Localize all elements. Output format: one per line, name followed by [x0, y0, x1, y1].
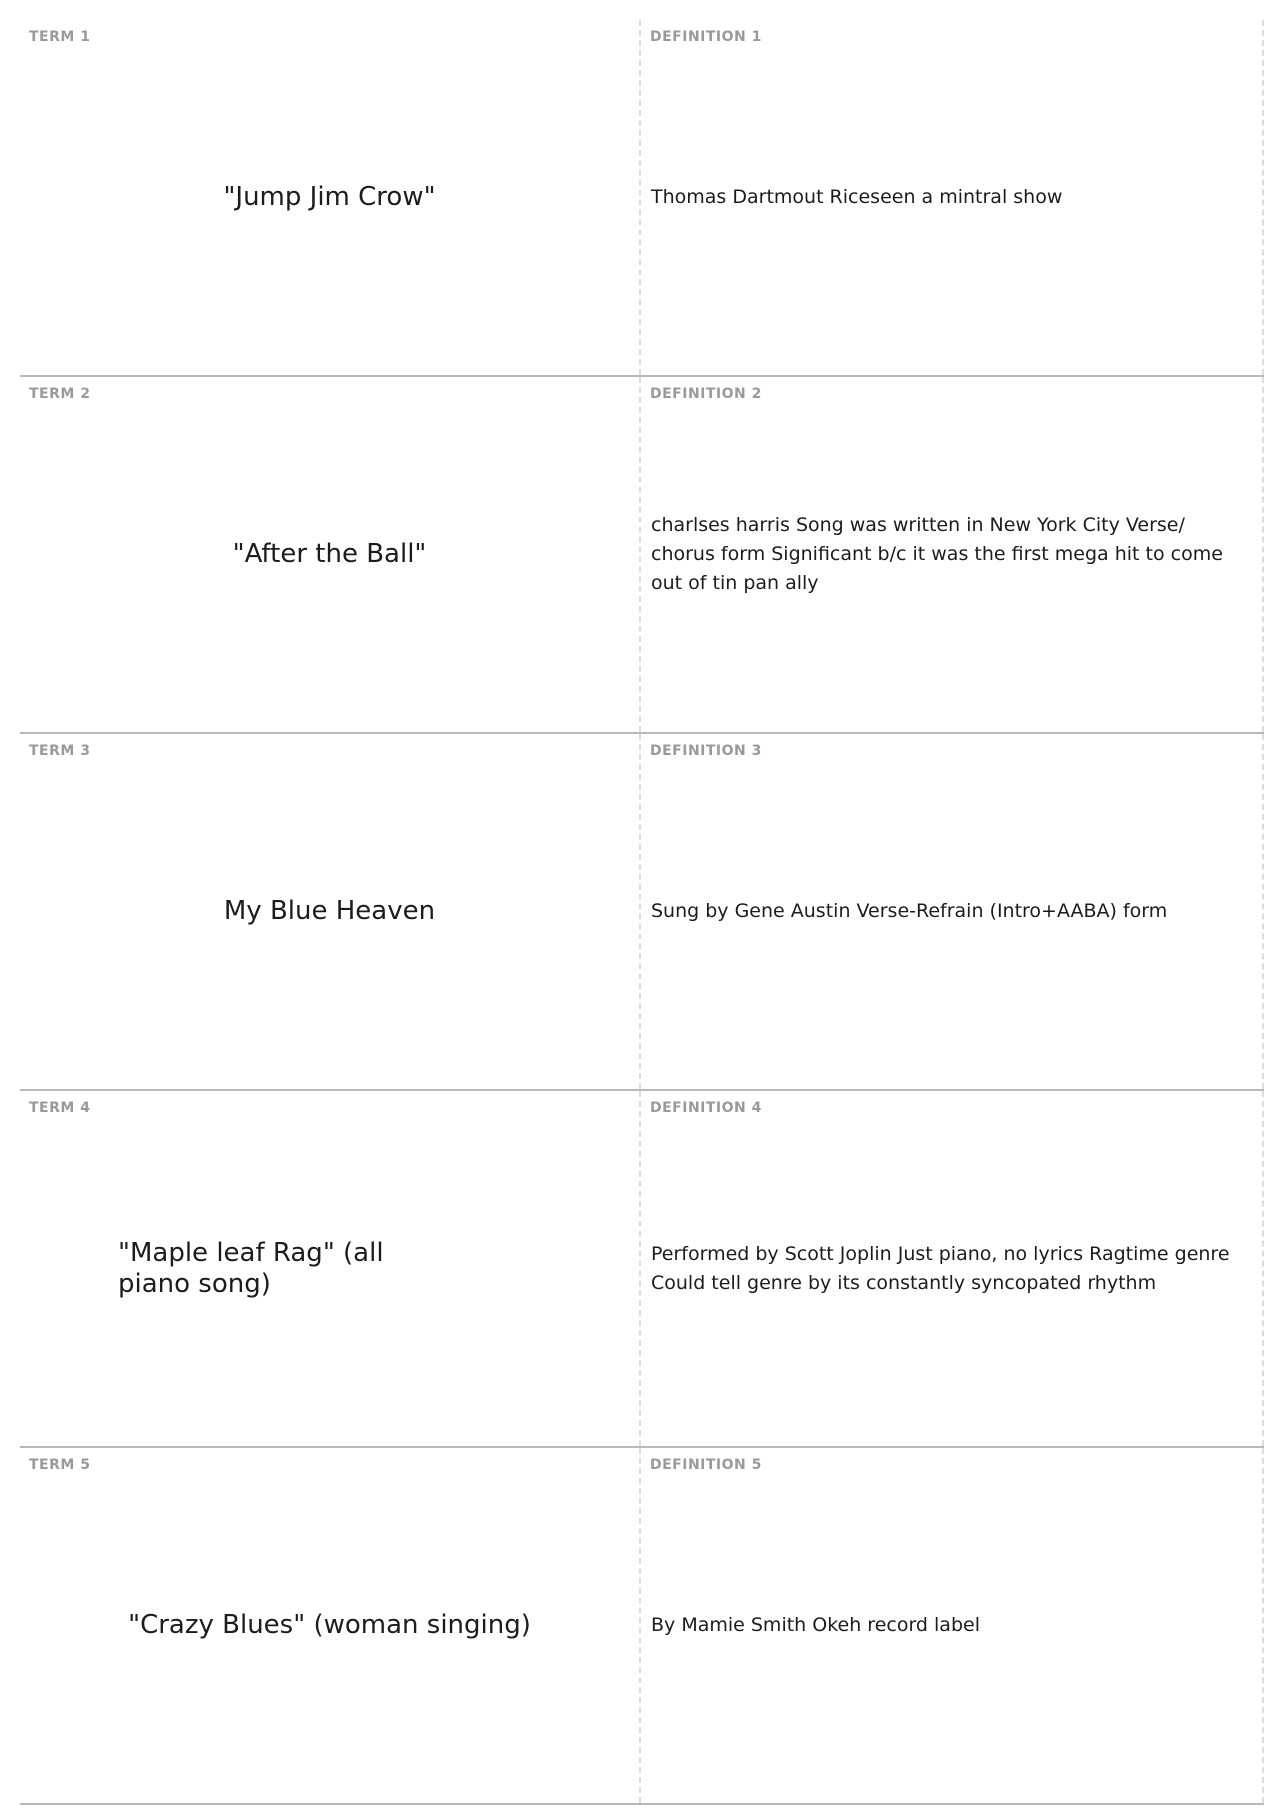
term-text: "Jump Jim Crow" [223, 182, 436, 212]
definition-label: DEFINITION 3 [650, 743, 762, 759]
definition-label: DEFINITION 4 [650, 1100, 762, 1116]
definition-text: Sung by Gene Austin Verse-Refrain (Intro+AABA) form [651, 900, 1168, 922]
definition-label: DEFINITION 1 [650, 29, 762, 45]
definition-text: charlses harris Song was written in New York City Verse/ chorus form Significant b/c it was the first mega hit to come out of tin pan ally [651, 514, 1223, 594]
flashcard-row-3 [20, 734, 1264, 1091]
term-cell [20, 1448, 641, 1803]
flashcard-row-2 [20, 377, 1264, 734]
flashcard-sheet [20, 20, 1264, 1805]
definition-text: Thomas Dartmout Riceseen a mintral show [651, 186, 1063, 208]
definition-label: DEFINITION 5 [650, 1457, 762, 1473]
term-label: TERM 3 [29, 743, 91, 759]
term-label: TERM 4 [29, 1100, 91, 1116]
term-label: TERM 5 [29, 1457, 91, 1473]
term-text: "Maple leaf Rag" (all piano song) [118, 1237, 384, 1299]
term-cell [20, 734, 641, 1089]
term-cell [20, 20, 641, 375]
definition-cell [641, 1448, 1264, 1803]
definition-text: Performed by Scott Joplin Just piano, no lyrics Ragtime genre Could tell genre by its constantly syncopated rhythm [651, 1242, 1230, 1294]
flashcard-row-1 [20, 20, 1264, 377]
definition-cell [641, 20, 1264, 375]
definition-text: By Mamie Smith Okeh record label [651, 1614, 980, 1636]
flashcard-row-5 [20, 1448, 1264, 1805]
term-label: TERM 1 [29, 29, 91, 45]
definition-cell [641, 377, 1264, 732]
term-text: "Crazy Blues" (woman singing) [128, 1610, 531, 1640]
term-label: TERM 2 [29, 386, 91, 402]
flashcard-row-4 [20, 1091, 1264, 1448]
term-text: "After the Ball" [232, 539, 427, 569]
term-cell [20, 377, 641, 732]
definition-cell [641, 734, 1264, 1089]
term-text: My Blue Heaven [223, 896, 436, 926]
definition-label: DEFINITION 2 [650, 386, 762, 402]
term-cell [20, 1091, 641, 1446]
definition-cell [641, 1091, 1264, 1446]
